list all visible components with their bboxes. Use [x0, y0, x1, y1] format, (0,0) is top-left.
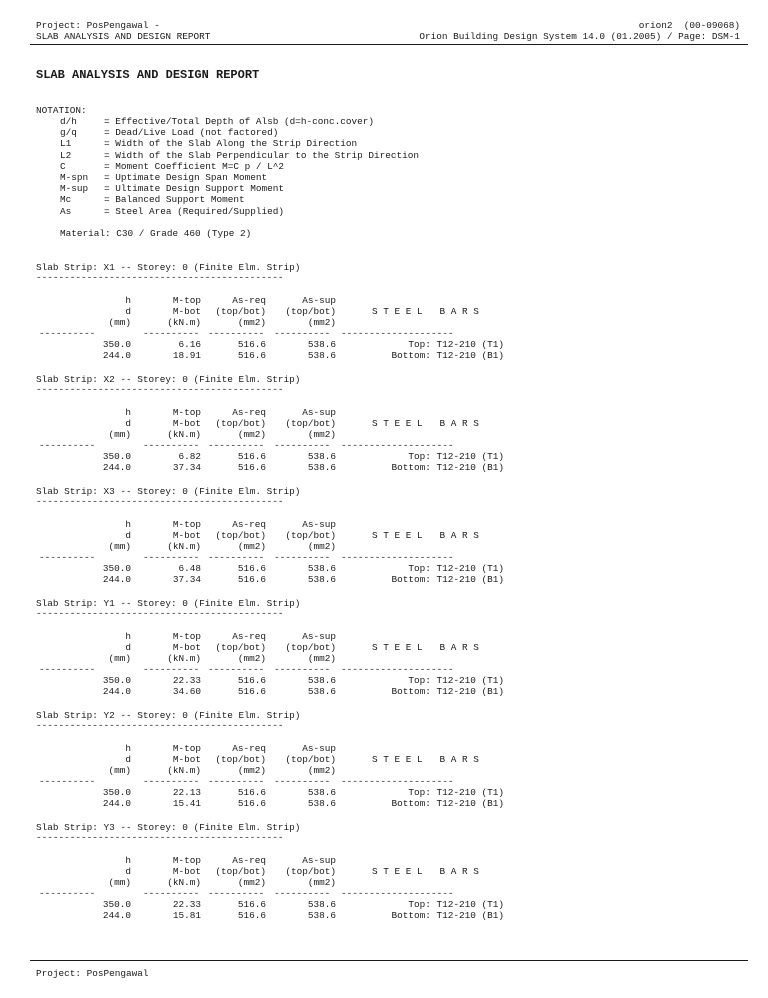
value-m-top: 6.16: [178, 339, 201, 350]
col-header-d: d: [125, 754, 131, 765]
col-header-steel-bars: S T E E L B A R S: [372, 866, 479, 877]
col-header-as-sup-unit: (mm2): [307, 317, 336, 328]
strip-title-underline: --------------------------------------------: [36, 608, 284, 619]
strip-title: Slab Strip: Y3 -- Storey: 0 (Finite Elm. Strip): [36, 822, 301, 833]
col-header-as-sup-unit: (mm2): [307, 877, 336, 888]
col-header-d: d: [125, 866, 131, 877]
col-header-as-req: As-req: [232, 743, 266, 754]
value-bars-top: Top: T12-210 (T1): [408, 675, 504, 686]
col-dash-as-req: ----------: [208, 888, 265, 899]
col-header-m-unit: (kN.m): [167, 317, 201, 328]
value-m-top: 22.33: [172, 899, 201, 910]
notation-description: = Balanced Support Moment: [104, 194, 245, 206]
notation-symbol: M-spn: [60, 172, 89, 183]
value-as-sup-bot: 538.6: [307, 350, 336, 361]
slab-strip-section: [36, 822, 756, 934]
col-header-as-sup-unit: (mm2): [307, 429, 336, 440]
col-header-as-sup-topbot: (top/bot): [285, 754, 336, 765]
col-dash-m: ----------: [143, 776, 200, 787]
notation-description: = Steel Area (Required/Supplied): [104, 205, 285, 217]
value-h: 350.0: [102, 899, 131, 910]
notation-heading: NOTATION:: [36, 105, 87, 116]
col-header-as-req-unit: (mm2): [237, 317, 266, 328]
col-header-steel-bars: S T E E L B A R S: [372, 306, 479, 317]
value-bars-top: Top: T12-210 (T1): [408, 787, 504, 798]
col-header-as-sup: As-sup: [302, 631, 336, 642]
notation-description: = Uptimate Design Span Moment: [104, 172, 268, 183]
value-bars-top: Top: T12-210 (T1): [408, 339, 504, 350]
strip-title: Slab Strip: X3 -- Storey: 0 (Finite Elm. Strip): [36, 486, 301, 497]
value-bars-top: Top: T12-210 (T1): [408, 451, 504, 462]
col-header-steel-bars: S T E E L B A R S: [372, 642, 479, 653]
value-m-top: 6.82: [178, 451, 201, 462]
col-header-d: d: [125, 642, 131, 653]
value-as-req-top: 516.6: [237, 451, 266, 462]
footer-project: Project: PosPengawal: [36, 968, 149, 979]
notation-description: = Width of the Slab Along the Strip Direction: [104, 138, 358, 150]
col-header-h: h: [125, 743, 131, 754]
col-header-d: d: [125, 418, 131, 429]
col-header-m-top: M-top: [172, 295, 201, 306]
value-as-sup-bot: 538.6: [307, 798, 336, 809]
value-bars-bottom: Bottom: T12-210 (B1): [391, 798, 504, 809]
col-header-as-req: As-req: [232, 407, 266, 418]
col-dash-as-sup: ----------: [274, 328, 331, 339]
col-header-steel-bars: S T E E L B A R S: [372, 754, 479, 765]
notation-description: = Width of the Slab Perpendicular to the Strip Direction: [104, 149, 420, 161]
value-as-sup-top: 538.6: [307, 787, 336, 798]
col-header-m-top: M-top: [172, 743, 201, 754]
slab-strip-section: [36, 486, 756, 598]
col-dash-h: ----------: [39, 664, 96, 675]
header-job-id: orion2 (00-09068): [638, 20, 740, 31]
col-header-as-sup-topbot: (top/bot): [285, 642, 336, 653]
value-as-req-bot: 516.6: [237, 686, 266, 697]
col-dash-bars: --------------------: [341, 328, 454, 339]
value-bars-bottom: Bottom: T12-210 (B1): [391, 574, 504, 585]
value-m-bot: 37.34: [172, 462, 201, 473]
value-as-req-bot: 516.6: [237, 798, 266, 809]
col-dash-as-req: ----------: [208, 664, 265, 675]
col-dash-h: ----------: [39, 776, 96, 787]
value-as-req-bot: 516.6: [237, 350, 266, 361]
value-as-sup-top: 538.6: [307, 563, 336, 574]
col-header-h-unit: (mm): [108, 541, 131, 552]
col-header-h: h: [125, 407, 131, 418]
value-h: 350.0: [102, 563, 131, 574]
col-header-as-sup-topbot: (top/bot): [285, 866, 336, 877]
col-header-m-top: M-top: [172, 519, 201, 530]
col-header-m-bot: M-bot: [172, 754, 201, 765]
col-header-m-bot: M-bot: [172, 530, 201, 541]
value-as-sup-top: 538.6: [307, 899, 336, 910]
col-dash-h: ----------: [39, 552, 96, 563]
col-dash-bars: --------------------: [341, 440, 454, 451]
col-header-m-unit: (kN.m): [167, 653, 201, 664]
value-m-bot: 34.60: [172, 686, 201, 697]
strip-title-underline: --------------------------------------------: [36, 272, 284, 283]
col-header-as-sup: As-sup: [302, 295, 336, 306]
col-header-m-bot: M-bot: [172, 418, 201, 429]
notation-symbol: g/q: [60, 127, 77, 139]
col-dash-as-sup: ----------: [274, 664, 331, 675]
strip-title: Slab Strip: X2 -- Storey: 0 (Finite Elm. Strip): [36, 374, 301, 385]
col-header-m-unit: (kN.m): [167, 765, 201, 776]
col-header-as-req-topbot: (top/bot): [215, 642, 266, 653]
col-header-as-sup-unit: (mm2): [307, 765, 336, 776]
value-as-sup-bot: 538.6: [307, 910, 336, 921]
col-header-as-req-topbot: (top/bot): [215, 530, 266, 541]
col-header-h-unit: (mm): [108, 653, 131, 664]
header-system-page: Orion Building Design System 14.0 (01.2005) / Page: DSM-1: [419, 31, 740, 42]
report-title: SLAB ANALYSIS AND DESIGN REPORT: [36, 68, 260, 82]
col-header-h-unit: (mm): [108, 877, 131, 888]
value-bars-top: Top: T12-210 (T1): [408, 563, 504, 574]
strip-title-underline: --------------------------------------------: [36, 720, 284, 731]
value-m-bot: 18.91: [172, 350, 201, 361]
col-dash-bars: --------------------: [341, 664, 454, 675]
value-h: 350.0: [102, 451, 131, 462]
col-header-m-bot: M-bot: [172, 306, 201, 317]
col-header-as-req: As-req: [232, 631, 266, 642]
value-as-req-bot: 516.6: [237, 574, 266, 585]
value-as-sup-top: 538.6: [307, 451, 336, 462]
col-dash-h: ----------: [39, 328, 96, 339]
col-header-as-sup: As-sup: [302, 407, 336, 418]
col-header-m-bot: M-bot: [172, 642, 201, 653]
slab-strip-section: [36, 262, 756, 374]
value-m-top: 6.48: [178, 563, 201, 574]
col-header-d: d: [125, 306, 131, 317]
value-d: 244.0: [102, 462, 131, 473]
value-bars-top: Top: T12-210 (T1): [408, 899, 504, 910]
col-dash-bars: --------------------: [341, 776, 454, 787]
col-header-m-top: M-top: [172, 855, 201, 866]
col-header-as-sup-topbot: (top/bot): [285, 306, 336, 317]
value-as-req-bot: 516.6: [237, 462, 266, 473]
col-header-m-top: M-top: [172, 631, 201, 642]
col-header-as-req-topbot: (top/bot): [215, 754, 266, 765]
col-header-as-req-unit: (mm2): [237, 429, 266, 440]
col-header-as-req-topbot: (top/bot): [215, 418, 266, 429]
value-bars-bottom: Bottom: T12-210 (B1): [391, 910, 504, 921]
value-m-top: 22.33: [172, 675, 201, 686]
value-as-sup-bot: 538.6: [307, 574, 336, 585]
col-header-m-unit: (kN.m): [167, 429, 201, 440]
value-bars-bottom: Bottom: T12-210 (B1): [391, 686, 504, 697]
value-bars-bottom: Bottom: T12-210 (B1): [391, 350, 504, 361]
col-header-h: h: [125, 295, 131, 306]
col-dash-as-sup: ----------: [274, 552, 331, 563]
strip-title-underline: --------------------------------------------: [36, 384, 284, 395]
value-bars-bottom: Bottom: T12-210 (B1): [391, 462, 504, 473]
notation-description: = Moment Coefficient M=C p / L^2: [104, 160, 285, 172]
strip-title: Slab Strip: X1 -- Storey: 0 (Finite Elm. Strip): [36, 262, 301, 273]
value-as-sup-bot: 538.6: [307, 462, 336, 473]
value-as-req-bot: 516.6: [237, 910, 266, 921]
col-header-as-req-unit: (mm2): [237, 877, 266, 888]
col-dash-m: ----------: [143, 664, 200, 675]
col-header-as-req: As-req: [232, 295, 266, 306]
col-dash-as-req: ----------: [208, 328, 265, 339]
notation-symbol: Mc: [60, 194, 72, 206]
value-as-req-top: 516.6: [237, 899, 266, 910]
value-as-sup-top: 538.6: [307, 675, 336, 686]
value-as-sup-bot: 538.6: [307, 686, 336, 697]
strip-title: Slab Strip: Y1 -- Storey: 0 (Finite Elm. Strip): [36, 598, 301, 609]
value-m-bot: 37.34: [172, 574, 201, 585]
notation-description: = Effective/Total Depth of Alsb (d=h-conc.cover): [104, 116, 375, 127]
col-dash-bars: --------------------: [341, 552, 454, 563]
col-dash-as-req: ----------: [208, 776, 265, 787]
col-header-h-unit: (mm): [108, 429, 131, 440]
col-dash-h: ----------: [39, 440, 96, 451]
col-header-as-sup-unit: (mm2): [307, 653, 336, 664]
strip-title-underline: --------------------------------------------: [36, 496, 284, 507]
col-dash-m: ----------: [143, 552, 200, 563]
col-dash-as-sup: ----------: [274, 888, 331, 899]
col-header-as-req-topbot: (top/bot): [215, 306, 266, 317]
col-header-h: h: [125, 631, 131, 642]
header-project: Project: PosPengawal -: [36, 20, 160, 31]
col-header-h-unit: (mm): [108, 765, 131, 776]
value-as-req-top: 516.6: [237, 563, 266, 574]
col-header-as-req: As-req: [232, 855, 266, 866]
col-header-as-sup-topbot: (top/bot): [285, 418, 336, 429]
value-m-bot: 15.81: [172, 910, 201, 921]
col-dash-bars: --------------------: [341, 888, 454, 899]
col-header-h: h: [125, 855, 131, 866]
col-header-h-unit: (mm): [108, 317, 131, 328]
col-dash-as-req: ----------: [208, 440, 265, 451]
value-m-top: 22.13: [172, 787, 201, 798]
col-header-as-sup-topbot: (top/bot): [285, 530, 336, 541]
notation-description: = Dead/Live Load (not factored): [104, 127, 279, 139]
value-d: 244.0: [102, 350, 131, 361]
slab-strip-section: [36, 374, 756, 486]
notation-symbol: d/h: [60, 116, 77, 127]
col-header-m-unit: (kN.m): [167, 877, 201, 888]
value-as-sup-top: 538.6: [307, 339, 336, 350]
col-dash-as-req: ----------: [208, 552, 265, 563]
notation-symbol: As: [60, 205, 72, 217]
notation-symbol: L2: [60, 149, 72, 161]
col-dash-m: ----------: [143, 888, 200, 899]
value-as-req-top: 516.6: [237, 787, 266, 798]
material-line: Material: C30 / Grade 460 (Type 2): [60, 228, 252, 239]
value-h: 350.0: [102, 787, 131, 798]
value-m-bot: 15.41: [172, 798, 201, 809]
col-header-m-unit: (kN.m): [167, 541, 201, 552]
col-header-steel-bars: S T E E L B A R S: [372, 530, 479, 541]
col-dash-m: ----------: [143, 440, 200, 451]
header-report-name: SLAB ANALYSIS AND DESIGN REPORT: [36, 31, 211, 42]
slab-strip-section: [36, 598, 756, 710]
col-header-d: d: [125, 530, 131, 541]
strip-title: Slab Strip: Y2 -- Storey: 0 (Finite Elm. Strip): [36, 710, 301, 721]
col-dash-h: ----------: [39, 888, 96, 899]
col-header-as-sup: As-sup: [302, 855, 336, 866]
col-header-as-req-topbot: (top/bot): [215, 866, 266, 877]
slab-strip-section: [36, 710, 756, 822]
col-header-as-req-unit: (mm2): [237, 541, 266, 552]
col-header-as-req-unit: (mm2): [237, 653, 266, 664]
notation-symbol: C: [60, 160, 66, 172]
col-dash-m: ----------: [143, 328, 200, 339]
header-rule: [30, 44, 748, 45]
value-d: 244.0: [102, 798, 131, 809]
col-header-m-bot: M-bot: [172, 866, 201, 877]
col-header-as-sup-unit: (mm2): [307, 541, 336, 552]
footer-rule: [30, 960, 748, 961]
col-header-h: h: [125, 519, 131, 530]
notation-description: = Ultimate Design Support Moment: [104, 183, 285, 195]
col-header-as-req: As-req: [232, 519, 266, 530]
notation-symbol: M-sup: [60, 183, 89, 195]
col-dash-as-sup: ----------: [274, 776, 331, 787]
value-as-req-top: 516.6: [237, 675, 266, 686]
col-header-as-req-unit: (mm2): [237, 765, 266, 776]
notation-symbol: L1: [60, 138, 72, 150]
col-header-as-sup: As-sup: [302, 519, 336, 530]
value-d: 244.0: [102, 574, 131, 585]
value-d: 244.0: [102, 910, 131, 921]
col-header-m-top: M-top: [172, 407, 201, 418]
col-header-as-sup: As-sup: [302, 743, 336, 754]
col-dash-as-sup: ----------: [274, 440, 331, 451]
value-h: 350.0: [102, 339, 131, 350]
col-header-steel-bars: S T E E L B A R S: [372, 418, 479, 429]
value-h: 350.0: [102, 675, 131, 686]
value-as-req-top: 516.6: [237, 339, 266, 350]
strip-title-underline: --------------------------------------------: [36, 832, 284, 843]
value-d: 244.0: [102, 686, 131, 697]
